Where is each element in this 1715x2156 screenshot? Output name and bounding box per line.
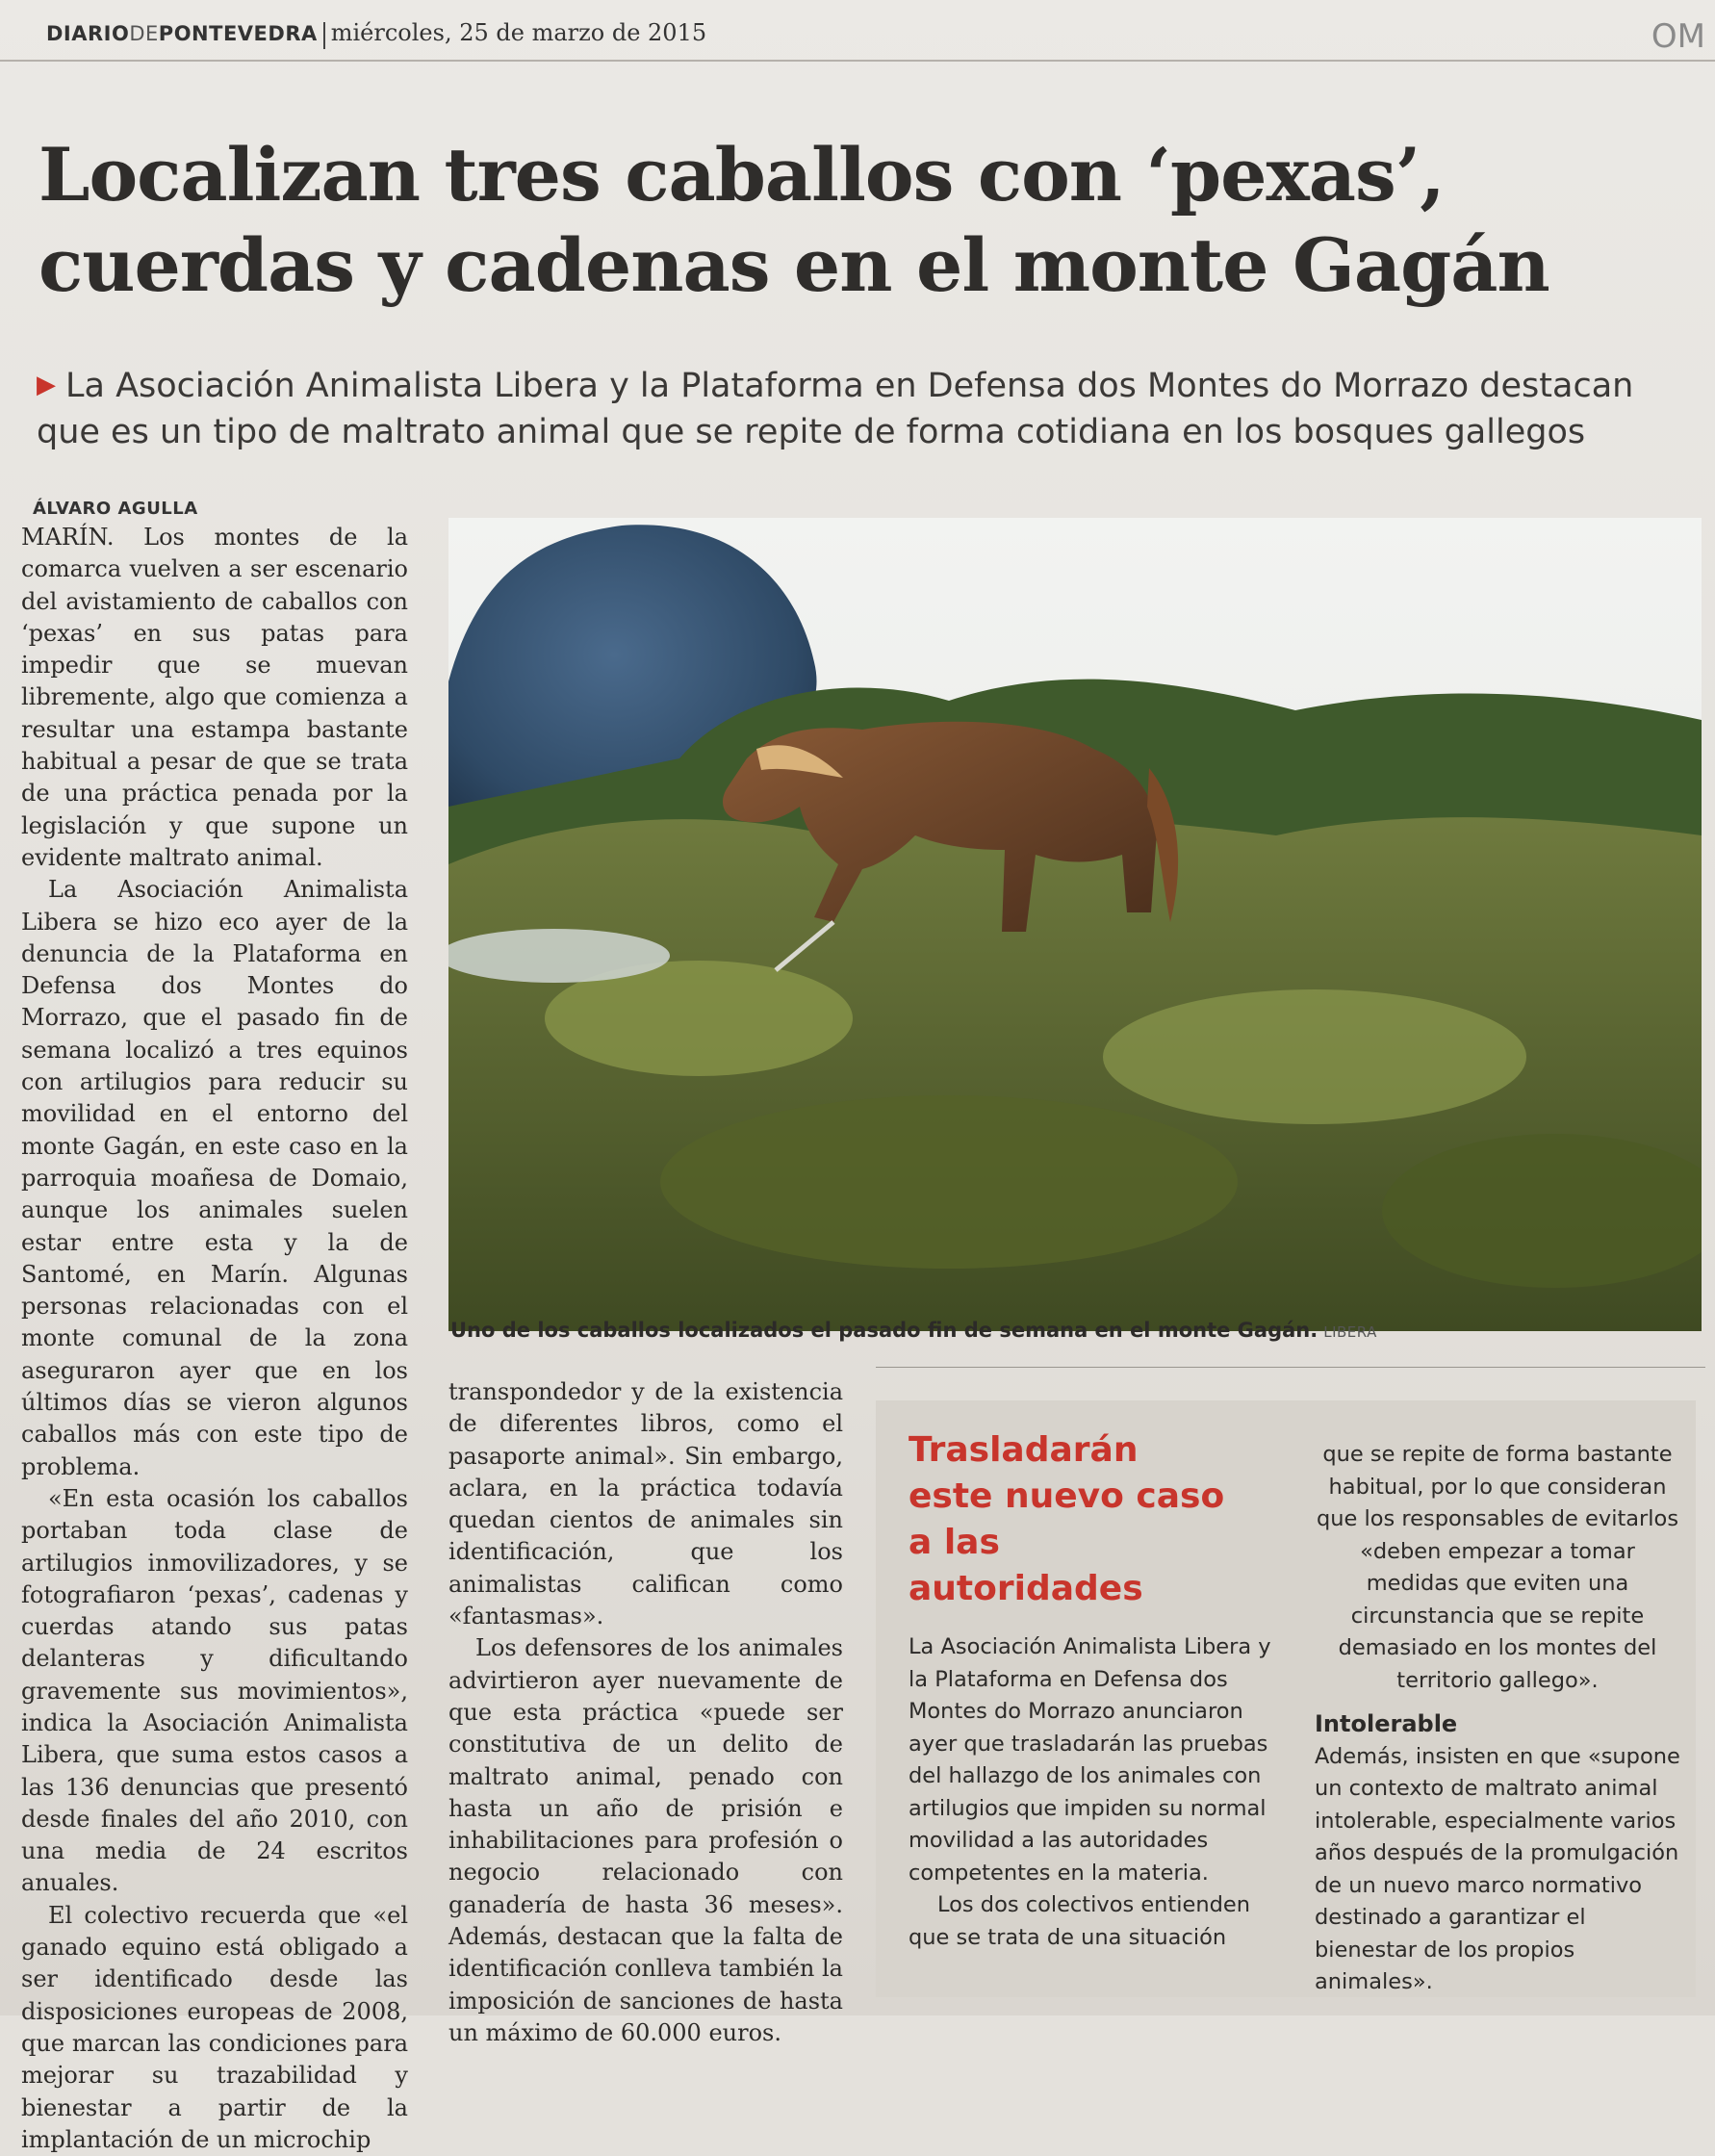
sidebar-paragraph: Además, insisten en que «supone un contexto de maltrato animal intolerable, especialmente varios años después de la promulgación de un nuevo marco normativo destinado a garantizar el bienestar de los propios animales». <box>1315 1743 1680 1994</box>
article-paragraph: El colectivo recuerda que «el ganado equino está obligado a ser identificado desde las disposiciones europeas de 2008, que marcan las condiciones para mejorar su trazabilidad y bienestar a partir de la implantación de un microchip <box>21 1901 408 2153</box>
horse-photo-illustration <box>448 518 1702 1331</box>
newspaper-brand <box>46 22 318 45</box>
masthead-separator <box>323 22 325 49</box>
article-column-2 <box>448 1376 843 2049</box>
headline <box>38 130 1694 311</box>
byline: ÁLVARO AGULLA <box>33 499 198 519</box>
photo-caption <box>450 1319 1702 1342</box>
lead-place: MARÍN. <box>21 524 115 551</box>
header-rule <box>0 60 1715 62</box>
photo-credit: LIBERA <box>1323 1323 1377 1341</box>
brand-part-de: DE <box>129 22 159 45</box>
sidebar-paragraph: Los dos colectivos entienden que se trata de una situación <box>909 1892 1250 1950</box>
article-paragraph <box>21 522 408 874</box>
subtitle <box>37 362 1692 455</box>
brand-part-pontevedra: PONTEVEDRA <box>158 22 318 45</box>
sidebar-intertitle: Intolerable <box>1315 1710 1458 1737</box>
headline-line-1: Localizan tres caballos con ‘pexas’, <box>38 132 1445 218</box>
article-paragraph: transpondedor y de la existencia de diferentes libros, como el pasaporte animal». Sin embargo, aclara, en la práctica todavía quedan cientos de animales sin identificación, que los animalistas califican como «fantasmas». <box>448 1378 843 1630</box>
caption-text: Uno de los caballos localizados el pasado fin de semana en el monte Gagán. <box>450 1319 1318 1342</box>
triangle-bullet-icon: ▶ <box>37 371 56 399</box>
headline-line-2: cuerdas y cadenas en el monte Gagán <box>38 222 1549 308</box>
sidebar-box <box>876 1400 1696 1997</box>
article-paragraph: Los defensores de los animales advirtieron ayer nuevamente de que esta práctica «puede ser constitutiva de un delito de maltrato animal, penado con hasta un año de prisión e inhabilitaciones para profesión o negocio relacionado con ganadería de hasta 36 meses». Además, destacan que la falta de identificación conlleva también la imposición de sanciones de hasta un máximo de 60.000 euros. <box>448 1634 843 2046</box>
sidebar-paragraph: que se repite de forma bastante habitual, por lo que consideran que los responsables de evitarlos «deben empezar a tomar medidas que eviten una circunstancia que se repite demasiado en los montes del territorio gallego». <box>1316 1442 1679 1693</box>
article-column-1 <box>21 522 408 2156</box>
paragraph-text: Los montes de la comarca vuelven a ser escenario del avistamiento de caballos con ‘pexas’ en sus patas para impedir que se muevan libremente, algo que comienza a resultar una estampa bastante habitual a pesar de que se trata de una práctica penada por la legislación y que supone un evidente maltrato animal. <box>21 524 408 871</box>
masthead <box>46 19 706 52</box>
horse-photo <box>448 518 1702 1331</box>
sidebar-column-right <box>1315 1439 1680 1999</box>
article-paragraph: La Asociación Animalista Libera se hizo eco ayer de la denuncia de la Plataforma en Defensa dos Montes do Morrazo, que el pasado fin de semana localizó a tres equinos con artilugios para reducir su movilidad en el entorno del monte Gagán, en este caso en la parroquia moañesa de Domaio, aunque los animales suelen estar entre esta y la de Santomé, en Marín. Algunas personas relacionadas con el monte comunal de la zona aseguraron ayer que en los últimos días se vieron algunos caballos más con este tipo de problema. <box>21 876 408 1480</box>
sidebar-column-left <box>909 1631 1274 1954</box>
article-paragraph: «En esta ocasión los caballos portaban toda clase de artilugios inmovilizadores, y se fotografiaron ‘pexas’, cadenas y cuerdas atando sus patas delanteras y dificultando gravemente sus movimientos», indica la Asociación Animalista Libera, que suma estos casos a las 136 denuncias que presentó desde finales del año 2010, con una media de 24 escritos anuales. <box>21 1484 408 1897</box>
brand-part-diario: DIARIO <box>46 22 130 45</box>
subtitle-text: La Asociación Animalista Libera y la Plataforma en Defensa dos Montes do Morrazo destacan que es un tipo de maltrato animal que se repite de forma cotidiana en los bosques gallegos <box>37 367 1634 451</box>
caption-rule <box>876 1367 1705 1368</box>
sidebar-title: Trasladarán este nuevo caso a las autoridades <box>909 1430 1225 1608</box>
section-tag: OM <box>1651 17 1705 56</box>
issue-date: miércoles, 25 de marzo de 2015 <box>330 19 707 46</box>
sidebar-paragraph: La Asociación Animalista Libera y la Plataforma en Defensa dos Montes do Morrazo anunciaron ayer que trasladarán las pruebas del hallazgo de los animales con artilugios que impiden su normal movilidad a las autoridades competentes en la materia. <box>909 1634 1271 1886</box>
